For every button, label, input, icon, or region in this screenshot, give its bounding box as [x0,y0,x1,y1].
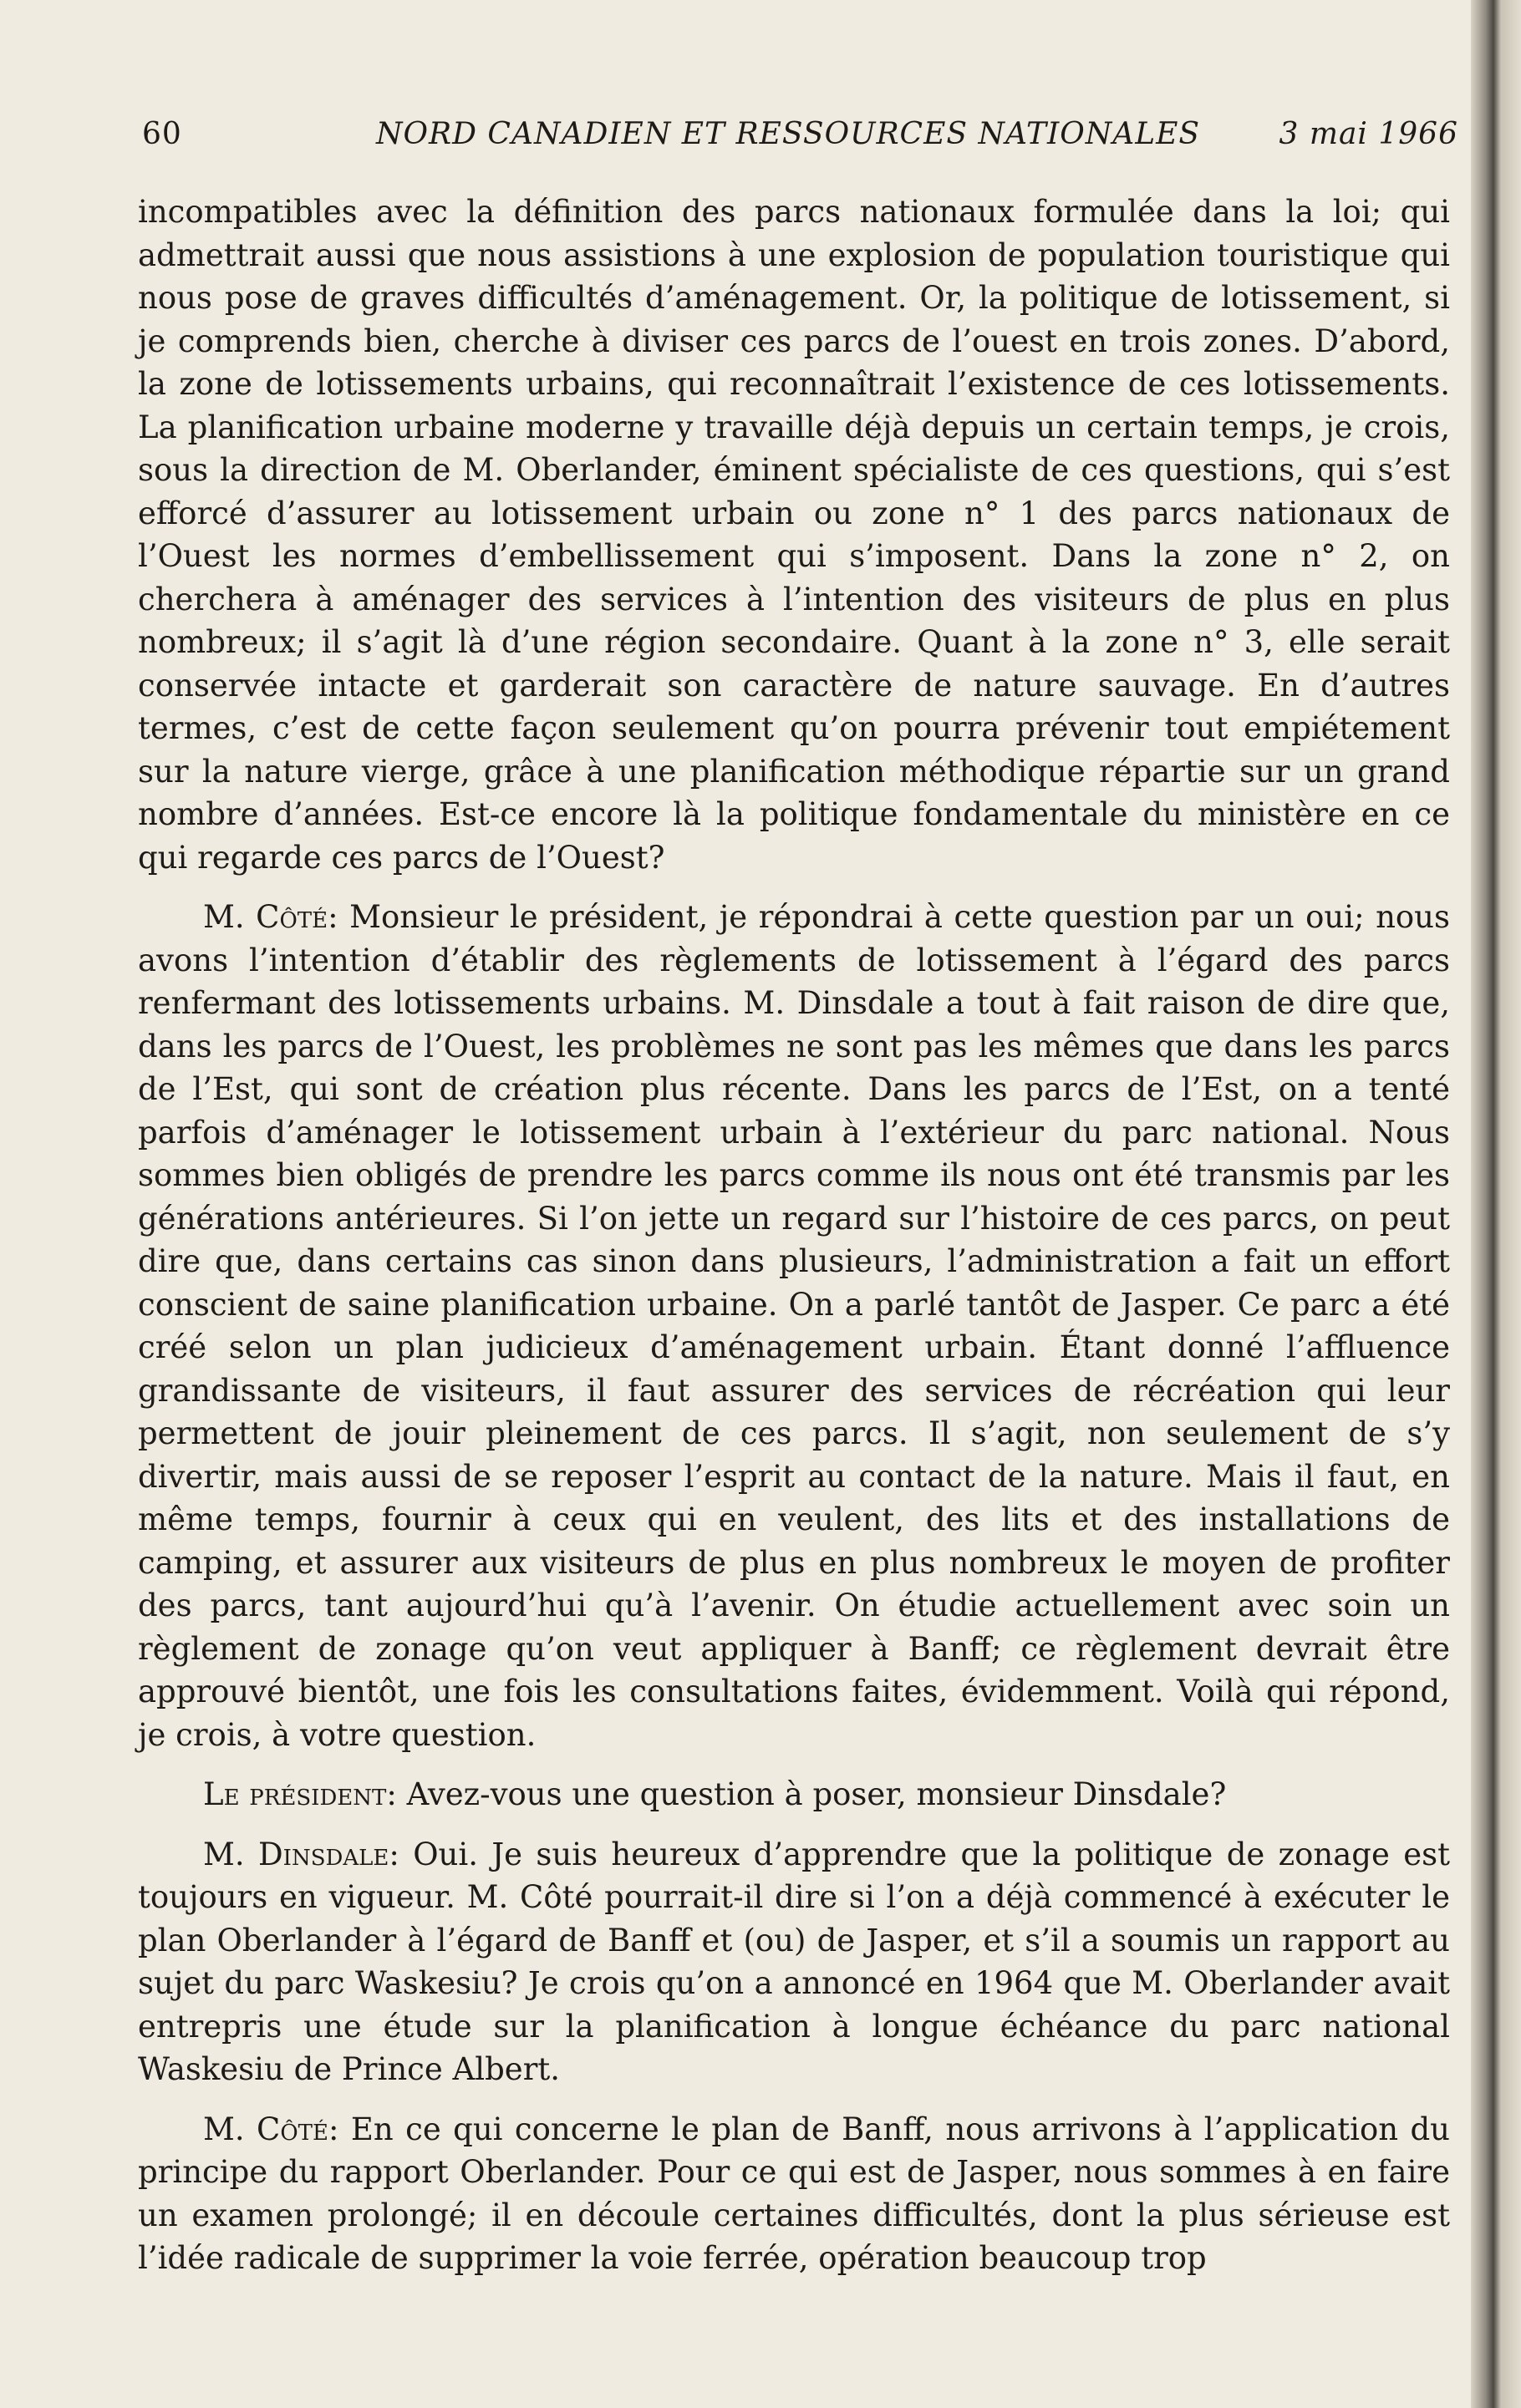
speaker-label: M. Côté: [203,2111,339,2147]
running-header [142,117,1458,167]
speaker-label: Le président: [203,1776,397,1812]
speaker-label: M. Dinsdale: [203,1836,399,1872]
paragraph [138,1773,1450,1816]
paragraph [138,1833,1450,2091]
book-gutter [1471,0,1521,2408]
paragraph-text: incompatibles avec la définition des parcs nationaux formulée dans la loi; qui admettrait aussi que nous assistions à une explosion de population touristique qui nous pose de graves difficultés d’aménagement. Or, la politique de lotissement, si je comprends bien, cherche à diviser ces parcs de l’ouest en trois zones. D’abord, la zone de lotissements urbains, qui reconnaîtrait l’existence de ces lotissements. La planification urbaine moderne y travaille déjà depuis un certain temps, je crois, sous la direction de M. Oberlander, éminent spécialiste de ces questions, qui s’est efforcé d’assurer au lotissement urbain ou zone n° 1 des parcs nationaux de l’Ouest les normes d’embellissement qui s’imposent. Dans la zone n° 2, on cherchera à aménager des services à l’intention des visiteurs de plus en plus nombreux; il s’agit là d’une région secondaire. Quant à la zone n° 3, elle serait conservée intacte et garderait son caractère de nature sauvage. En d’autres termes, c’est de cette façon seulement qu’on pourra prévenir tout empiétement sur la nature vierge, grâce à une planification méthodique répartie sur un grand nombre d’années. Est-ce encore là la politique fondamentale du ministère en ce qui regarde ces parcs de l’Ouest? [138,194,1450,876]
paragraph [138,2108,1450,2280]
speaker-label: M. Côté: [203,899,338,935]
issue-date: 3 mai 1966 [1279,117,1458,151]
paragraph-text: Oui. Je suis heureux d’apprendre que la politique de zonage est toujours en vigueur. M. Côté pourrait-il dire si l’on a déjà commencé à exécuter le plan Oberlander à l’égard de Banff et (ou) de Jasper, et s’il a soumis un rapport au sujet du parc Waskesiu? Je crois qu’on a annoncé en 1964 que M. Oberlander avait entrepris une étude sur la planification à longue échéance du parc national Waskesiu de Prince Albert. [138,1836,1450,2087]
journal-title: NORD CANADIEN ET RESSOURCES NATIONALES [376,117,1201,151]
body-text [138,191,1450,2297]
paragraph-text: Avez-vous une question à poser, monsieur Dinsdale? [406,1776,1227,1812]
paragraph-text: Monsieur le président, je répondrai à cette question par un oui; nous avons l’intention d’établir des règlements de lotissement à l’égard des parcs renfermant des lotissements urbains. M. Dinsdale a tout à fait raison de dire que, dans les parcs de l’Ouest, les problèmes ne sont pas les mêmes que dans les parcs de l’Est, qui sont de création plus récente. Dans les parcs de l’Est, on a tenté parfois d’aménager le lotissement urbain à l’extérieur du parc national. Nous sommes bien obligés de prendre les parcs comme ils nous ont été transmis par les générations antérieures. Si l’on jette un regard sur l’histoire de ces parcs, on peut dire que, dans certains cas sinon dans plusieurs, l’administration a fait un effort conscient de saine planification urbaine. On a parlé tantôt de Jasper. Ce parc a été créé selon un plan judicieux d’aménagement urbain. Étant donné l’affluence grandissante de visiteurs, il faut assurer des services de récréation qui leur permettent de jouir pleinement de ces parcs. Il s’agit, non seulement de s’y divertir, mais aussi de se reposer l’esprit au contact de la nature. Mais il faut, en même temps, fournir à ceux qui en veulent, des lits et des installations de camping, et assurer aux visiteurs de plus en plus nombreux le moyen de profiter des parcs, tant aujourd’hui qu’à l’avenir. On étudie actuellement avec soin un règlement de zonage qu’on veut appliquer à Banff; ce règlement devrait être approuvé bientôt, une fois les consultations faites, évidemment. Voilà qui répond, je crois, à votre question. [138,899,1450,1753]
paragraph [138,896,1450,1756]
paragraph-text: En ce qui concerne le plan de Banff, nous arrivons à l’application du principe du rapport Oberlander. Pour ce qui est de Jasper, nous sommes à en faire un examen prolongé; il en découle certaines difficultés, dont la plus sérieuse est l’idée radicale de supprimer la voie ferrée, opération beaucoup trop [138,2111,1450,2276]
page-number: 60 [142,117,182,151]
paragraph [138,191,1450,879]
